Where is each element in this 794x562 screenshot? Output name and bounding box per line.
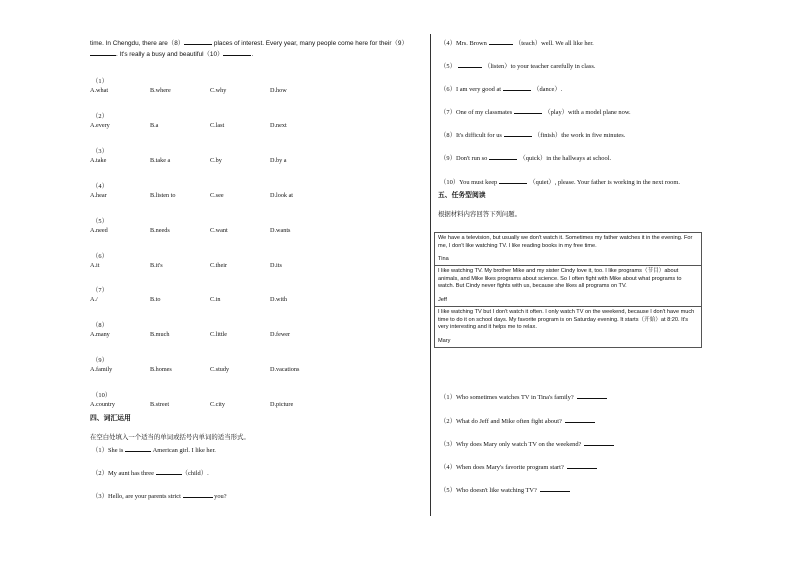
answer-option[interactable]: C.why bbox=[210, 87, 227, 94]
question-text: you? bbox=[214, 493, 227, 500]
passage-author: Jeff bbox=[438, 296, 447, 303]
answer-blank[interactable] bbox=[503, 90, 531, 91]
vocab-question-3 bbox=[92, 493, 227, 501]
answer-blank[interactable] bbox=[489, 159, 517, 160]
section-5-instruction: 根据材料内容回答下列问题。 bbox=[438, 211, 522, 218]
answer-option[interactable]: A.it bbox=[90, 261, 100, 269]
passage-text: places of interest. Every year, many people come here for their（9） bbox=[213, 40, 408, 47]
answer-blank[interactable] bbox=[514, 113, 542, 114]
reading-question bbox=[440, 464, 597, 472]
answer-option[interactable]: C.their bbox=[210, 261, 228, 269]
question-text: （quiet）, please. Your father is working in the next room. bbox=[529, 179, 680, 186]
question-number: （3） bbox=[92, 147, 108, 155]
passage-jeff bbox=[435, 266, 701, 307]
answer-option[interactable]: C.see bbox=[210, 191, 224, 199]
answer-blank[interactable] bbox=[223, 55, 251, 56]
question-text: （2）What do Jeff and Mike often fight about? bbox=[440, 418, 562, 425]
column-divider bbox=[430, 34, 431, 516]
passage-mary bbox=[435, 307, 701, 347]
question-text: （3）Hello, are your parents strict bbox=[92, 493, 181, 500]
answer-option[interactable]: B.a bbox=[150, 121, 159, 129]
answer-blank[interactable] bbox=[504, 136, 532, 137]
answer-option[interactable]: A.hear bbox=[90, 191, 107, 199]
question-text: （2）My aunt has three bbox=[92, 470, 154, 477]
question-text: （4）Mrs. Brown bbox=[440, 40, 487, 47]
answer-blank[interactable] bbox=[540, 491, 570, 492]
answer-option[interactable]: C.last bbox=[210, 121, 225, 129]
answer-option[interactable]: D.how bbox=[270, 87, 287, 94]
answer-blank[interactable] bbox=[499, 183, 527, 184]
answer-blank[interactable] bbox=[458, 67, 482, 68]
answer-option[interactable]: D.look at bbox=[270, 191, 294, 199]
section-5-title: 五、任务型阅读 bbox=[438, 192, 486, 199]
answer-option[interactable]: D.by a bbox=[270, 156, 287, 164]
answer-option[interactable]: D.fewer bbox=[270, 331, 291, 339]
answer-option[interactable]: B.take a bbox=[150, 156, 171, 164]
answer-blank[interactable] bbox=[90, 55, 116, 56]
answer-option[interactable]: A./ bbox=[90, 296, 98, 304]
answer-option[interactable]: A.take bbox=[90, 156, 107, 164]
vocab-question bbox=[440, 109, 631, 117]
vocab-question bbox=[440, 179, 680, 187]
question-text: （child）. bbox=[181, 470, 209, 477]
question-number: （2） bbox=[92, 112, 108, 120]
vocab-question bbox=[440, 132, 625, 140]
vocab-question bbox=[440, 63, 595, 71]
answer-option[interactable]: B.listen to bbox=[150, 191, 176, 199]
answer-option[interactable]: B.needs bbox=[150, 226, 170, 234]
question-text: （listen）to your teacher carefully in class. bbox=[483, 63, 596, 70]
answer-blank[interactable] bbox=[125, 451, 151, 452]
answer-option[interactable]: B.street bbox=[150, 401, 170, 409]
answer-option[interactable]: C.want bbox=[210, 226, 228, 234]
answer-option[interactable]: D.with bbox=[270, 296, 288, 304]
question-number: （9） bbox=[92, 357, 108, 365]
question-text: （dance）. bbox=[533, 86, 563, 93]
passage-body: We have a television, but usually we don't watch it. Sometimes my father watches it in the evening. For me, I don't like watching TV. I like reading books in my free time. bbox=[438, 235, 693, 249]
reading-question bbox=[440, 394, 607, 402]
answer-option[interactable]: B.to bbox=[150, 296, 161, 304]
reading-question bbox=[440, 487, 570, 495]
question-number: （4） bbox=[92, 182, 108, 190]
answer-option[interactable]: D.its bbox=[270, 261, 282, 269]
reading-question bbox=[440, 418, 595, 426]
passage-body: I like watching TV. My brother Mike and my sister Cindy love it, too. I like programs（节目）about animals, and Mike likes programs about science. So I often fight with Mike about what programs to watch. But Cindy never fights with us, because she likes all programs on TV. bbox=[438, 268, 682, 290]
question-text: （8）It's difficult for us bbox=[440, 132, 502, 139]
passage-author: Mary bbox=[438, 337, 451, 344]
question-number: （5） bbox=[92, 217, 108, 225]
vocab-question bbox=[440, 155, 611, 163]
answer-option[interactable]: B.where bbox=[150, 87, 171, 94]
question-text: （5） bbox=[440, 63, 456, 70]
answer-blank[interactable] bbox=[567, 468, 597, 469]
answer-option[interactable]: C.city bbox=[210, 401, 225, 409]
question-text: （6）I am very good at bbox=[440, 86, 502, 93]
question-number: （8） bbox=[92, 322, 108, 330]
answer-blank[interactable] bbox=[183, 497, 213, 498]
answer-option[interactable]: A.many bbox=[90, 331, 110, 339]
section-4-instruction: 在空白处填入一个适当的单词或括号内单词的适当形式。 bbox=[90, 434, 250, 441]
passage-line-1 bbox=[90, 40, 408, 48]
vocab-question bbox=[440, 86, 562, 94]
answer-option[interactable]: D.wants bbox=[270, 226, 291, 234]
answer-blank[interactable] bbox=[584, 445, 614, 446]
question-number: （10） bbox=[92, 392, 112, 400]
answer-option[interactable]: B.homes bbox=[150, 366, 172, 374]
passage-tina bbox=[435, 233, 701, 266]
answer-option[interactable]: A.what bbox=[90, 87, 109, 94]
question-number: （7） bbox=[92, 287, 108, 295]
question-text: （1）She is bbox=[92, 447, 124, 454]
question-text: （3）Why does Mary only watch TV on the weekend? bbox=[440, 441, 582, 448]
answer-option[interactable]: B.it's bbox=[150, 261, 163, 269]
answer-option[interactable]: B.much bbox=[150, 331, 170, 339]
passage-body: I like watching TV but I don't watch it often. I only watch TV on the weekend, because I don't have much time to do it on school days. My favorite program is on Saturday evening. It starts（开始）at 8:20. It's very interesting and it helps me to relax. bbox=[438, 308, 695, 331]
answer-option[interactable]: C.in bbox=[210, 296, 221, 304]
question-text: （5）Who doesn't like watching TV? bbox=[440, 487, 537, 494]
passage-text: . It's really a busy and beautiful（10） bbox=[116, 51, 224, 58]
question-text: （quick）in the hallways at school. bbox=[519, 155, 612, 162]
answer-blank[interactable] bbox=[577, 398, 607, 399]
question-text: （4）When does Mary's favorite program start? bbox=[440, 464, 564, 471]
passage-text: time. In Chengdu, there are（8） bbox=[90, 40, 185, 47]
answer-option[interactable]: D.picture bbox=[270, 401, 294, 409]
answer-blank[interactable] bbox=[156, 474, 182, 475]
question-text: （9）Don't run so bbox=[440, 155, 488, 162]
answer-blank[interactable] bbox=[489, 44, 513, 45]
answer-blank[interactable] bbox=[565, 422, 595, 423]
answer-blank[interactable] bbox=[184, 44, 212, 45]
vocab-question-1 bbox=[92, 447, 216, 455]
question-text: （play）with a model plane now. bbox=[544, 109, 631, 116]
answer-option[interactable]: A.family bbox=[90, 366, 113, 374]
reading-question bbox=[440, 441, 614, 449]
passage-line-2: . It's really a busy and beautiful（10） . bbox=[90, 51, 253, 59]
answer-option[interactable]: C.by bbox=[210, 156, 222, 164]
section-4-title: 四、词汇运用 bbox=[90, 415, 131, 422]
answer-option[interactable]: D.next bbox=[270, 121, 287, 129]
question-text: （teach）well. We all like her. bbox=[514, 40, 594, 47]
vocab-question-2 bbox=[92, 470, 209, 478]
question-text: （finish）the work in five minutes. bbox=[533, 132, 626, 139]
answer-option[interactable]: A.every bbox=[90, 121, 110, 129]
answer-option[interactable]: A.need bbox=[90, 226, 108, 234]
vocab-question bbox=[440, 40, 594, 48]
reading-table bbox=[434, 232, 702, 348]
question-number: （6） bbox=[92, 252, 108, 260]
answer-option[interactable]: C.study bbox=[210, 366, 230, 374]
question-text: （1）Who sometimes watches TV in Tina's family? bbox=[440, 394, 574, 401]
question-text: American girl. I like her. bbox=[152, 447, 216, 454]
answer-option[interactable]: C.little bbox=[210, 331, 228, 339]
question-number: （1） bbox=[92, 78, 108, 85]
answer-option[interactable]: D.vacations bbox=[270, 366, 300, 374]
question-text: （10）You must keep bbox=[440, 179, 498, 186]
question-text: （7）One of my classmates bbox=[440, 109, 513, 116]
passage-author: Tina bbox=[438, 256, 449, 263]
answer-option[interactable]: A.country bbox=[90, 401, 115, 409]
